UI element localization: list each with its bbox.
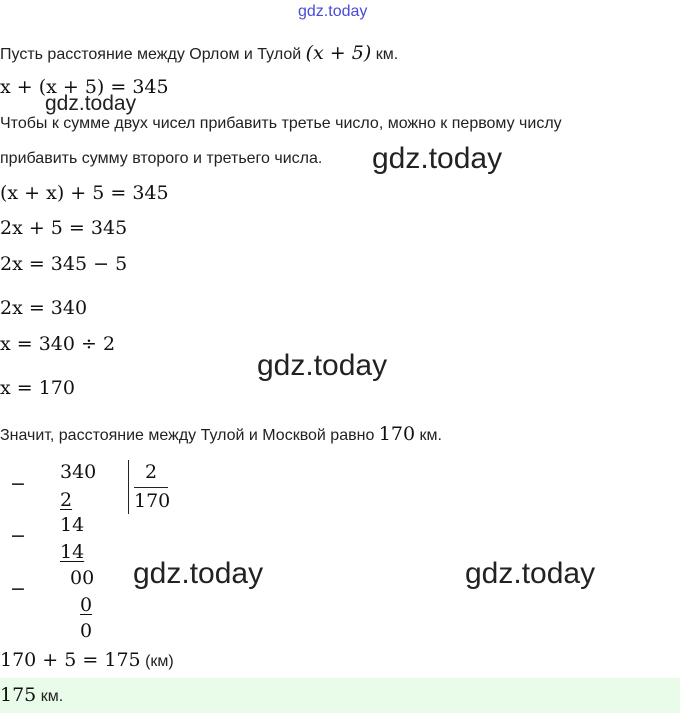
conclusion-text: Значит, расстояние между Тулой и Москвой равно: [0, 427, 375, 444]
conclusion-unit: км.: [419, 427, 442, 444]
intro-line: [0, 42, 398, 64]
rule-line-1: Чтобы к сумме двух чисел прибавить третье число, можно к первому числу: [0, 115, 562, 132]
watermark-center: gdz.today: [257, 349, 388, 382]
intro-unit: км.: [375, 46, 399, 63]
watermark-lower-right: gdz.today: [465, 557, 596, 590]
answer-value: 175: [0, 684, 37, 706]
step-3: 2x = 345 − 5: [0, 253, 128, 275]
conclusion-line: [0, 423, 442, 445]
division-remainder-1: 14: [60, 514, 85, 536]
division-vertical-bar: [128, 460, 129, 514]
conclusion-value: 170: [378, 423, 416, 445]
intro-expression: (x + 5): [305, 42, 372, 64]
division-quotient: 170: [134, 490, 171, 512]
division-remainder-final: 0: [80, 620, 93, 642]
watermark-top: gdz.today: [298, 3, 368, 20]
step-5: x = 340 ÷ 2: [0, 333, 116, 355]
final-calc-unit: (км): [145, 653, 174, 670]
division-minus-1: −: [10, 473, 26, 495]
division-horizontal-bar: [134, 487, 168, 488]
division-minus-2: −: [10, 525, 26, 547]
equation-initial: x + (x + 5) = 345: [0, 76, 169, 98]
final-calculation: [0, 649, 174, 671]
watermark-inline: gdz.today: [372, 142, 503, 175]
answer-box: [0, 678, 680, 713]
final-calc-expression: 170 + 5 = 175: [0, 649, 141, 671]
rule-line-2: прибавить сумму второго и третьего числа.: [0, 150, 323, 167]
step-4: 2x = 340: [0, 297, 88, 319]
division-minus-3: −: [10, 578, 26, 600]
division-remainder-2: 00: [70, 567, 95, 589]
division-dividend: 340: [60, 461, 97, 483]
answer-line: [0, 684, 63, 706]
watermark-small: gdz.today: [45, 92, 137, 115]
intro-text: Пусть расстояние между Орлом и Тулой: [0, 46, 302, 63]
division-subtract-3: 0: [80, 594, 93, 616]
step-1: (x + x) + 5 = 345: [0, 182, 169, 204]
division-divisor: 2: [145, 461, 158, 483]
step-6: x = 170: [0, 377, 75, 399]
division-subtract-1: 2: [60, 489, 73, 511]
division-subtract-2: 14: [60, 541, 85, 563]
step-2: 2x + 5 = 345: [0, 217, 128, 239]
answer-unit: км.: [40, 688, 64, 705]
watermark-lower-left: gdz.today: [133, 557, 264, 590]
